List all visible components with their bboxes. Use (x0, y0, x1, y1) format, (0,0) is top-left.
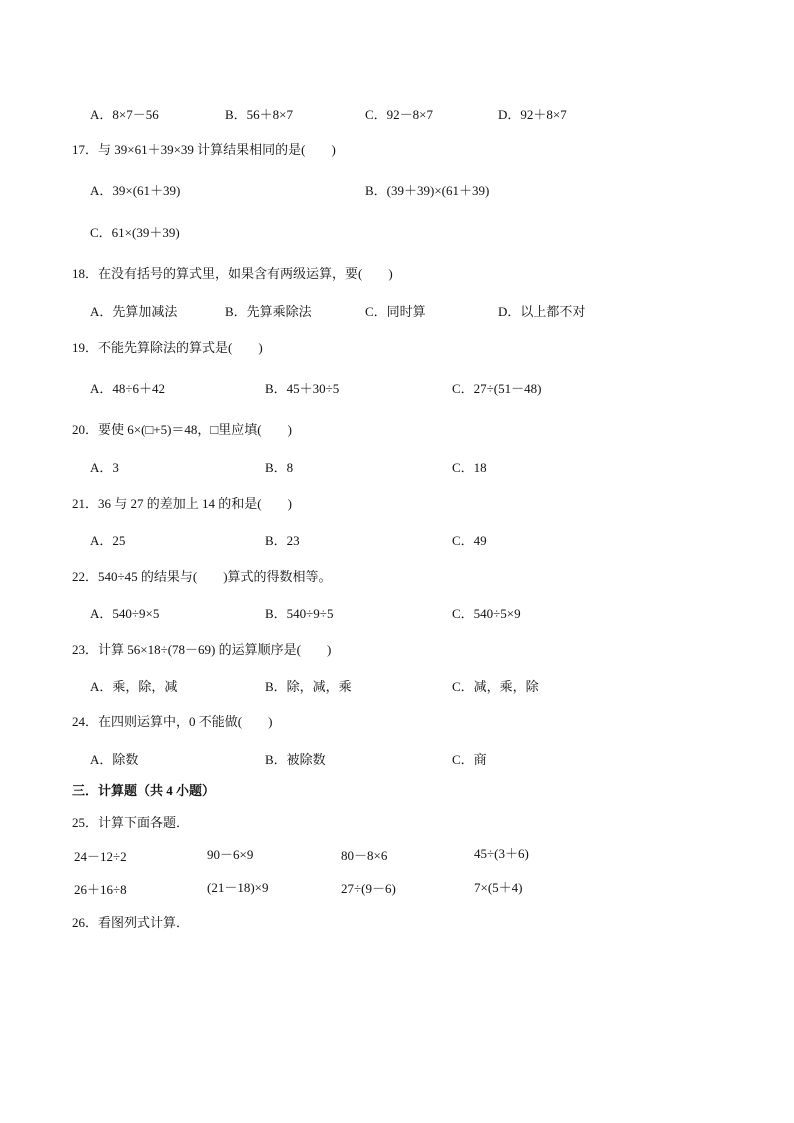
q19-option-b: B．45＋30÷5 (265, 381, 340, 396)
q19-option-a: A．48÷6＋42 (90, 381, 166, 396)
q18-option-b: B．先算乘除法 (225, 304, 312, 319)
section-3-heading: 三．计算题（共 4 小题） (72, 783, 216, 798)
q18-option-a: A．先算加减法 (90, 304, 178, 319)
q18-option-c: C．同时算 (365, 304, 426, 319)
q21-stem: 21．36 与 27 的差加上 14 的和是( ) (72, 496, 292, 511)
q22-stem: 22．540÷45 的结果与( )算式的得数相等。 (72, 569, 332, 584)
q18-option-d: D．以上都不对 (498, 304, 586, 319)
q16-option-c: C．92－8×7 (365, 107, 434, 122)
q25-expr-8: 7×(5＋4) (474, 880, 523, 895)
q21-option-c: C．49 (452, 533, 487, 548)
q25-expr-6: (21－18)×9 (207, 880, 269, 895)
q20-option-b: B．8 (265, 460, 294, 475)
q21-option-a: A．25 (90, 533, 126, 548)
q20-stem: 20．要使 6×(□+5)＝48，□里应填( ) (72, 422, 292, 437)
q23-stem: 23．计算 56×18÷(78－69) 的运算顺序是( ) (72, 642, 332, 657)
q16-option-b: B．56＋8×7 (225, 107, 294, 122)
q23-option-b: B．除，减，乘 (265, 679, 352, 694)
q16-option-a: A．8×7－56 (90, 107, 159, 122)
q17-option-c: C．61×(39＋39) (90, 225, 180, 240)
q26-stem: 26．看图列式计算． (72, 915, 190, 930)
q20-option-c: C．18 (452, 460, 487, 475)
q19-stem: 19．不能先算除法的算式是( ) (72, 340, 263, 355)
q25-expr-4: 45÷(3＋6) (474, 846, 529, 861)
q23-option-c: C．减，乘，除 (452, 679, 539, 694)
q19-option-c: C．27÷(51－48) (452, 381, 542, 396)
q21-option-b: B．23 (265, 533, 300, 548)
q17-stem: 17．与 39×61＋39×39 计算结果相同的是( ) (72, 142, 336, 157)
q22-option-a: A．540÷9×5 (90, 606, 160, 621)
q24-option-a: A．除数 (90, 752, 139, 767)
q16-option-d: D．92＋8×7 (498, 107, 567, 122)
q22-option-c: C．540÷5×9 (452, 606, 521, 621)
q17-option-b: B．(39＋39)×(61＋39) (365, 183, 490, 198)
q24-stem: 24．在四则运算中，0 不能做( ) (72, 714, 273, 729)
q24-option-c: C．商 (452, 752, 487, 767)
q25-stem: 25．计算下面各题． (72, 815, 190, 830)
q18-stem: 18．在没有括号的算式里，如果含有两级运算，要( ) (72, 266, 393, 281)
q25-expr-2: 90－6×9 (207, 847, 254, 862)
q22-option-b: B．540÷9÷5 (265, 606, 334, 621)
q25-expr-3: 80－8×6 (341, 848, 388, 863)
q25-expr-7: 27÷(9－6) (341, 881, 396, 896)
q25-expr-1: 24－12÷2 (74, 849, 127, 864)
q17-option-a: A．39×(61＋39) (90, 183, 181, 198)
q20-option-a: A．3 (90, 460, 119, 475)
q24-option-b: B．被除数 (265, 752, 326, 767)
q25-expr-5: 26＋16÷8 (74, 882, 127, 897)
q23-option-a: A．乘，除，减 (90, 679, 178, 694)
